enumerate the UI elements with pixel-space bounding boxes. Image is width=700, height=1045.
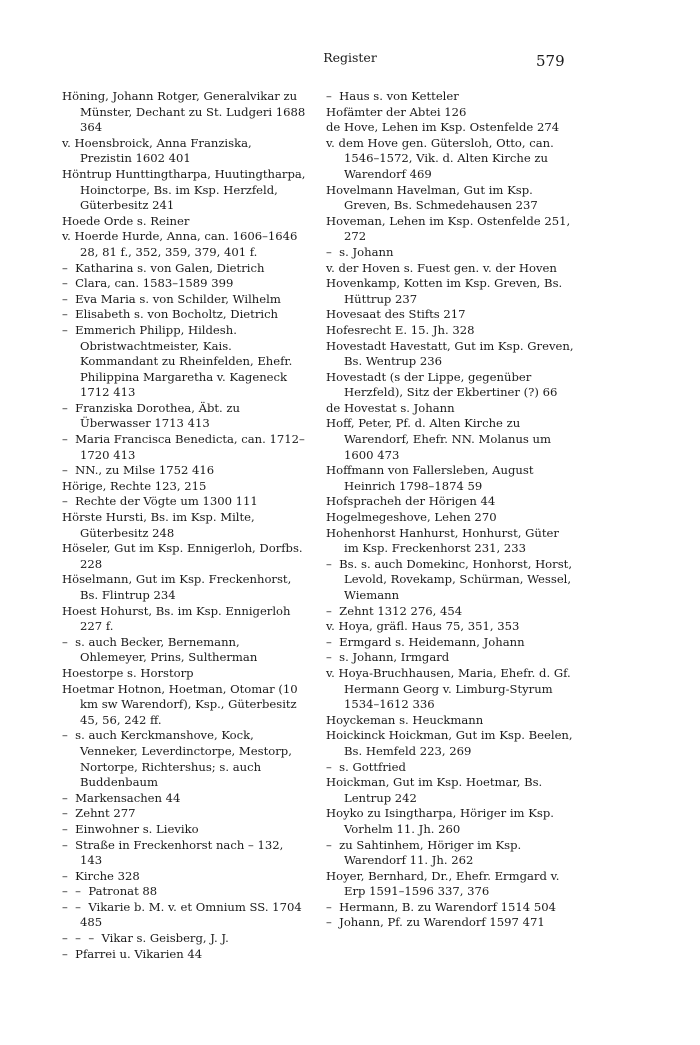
index-entry: Höntrup Hunttingtharpa, Huutingtharpa, Hoinctorpe, Bs. im Ksp. Herzfeld, Güterbesitz 241 xyxy=(62,166,310,213)
left-column xyxy=(62,89,310,962)
index-entry: Hovenkamp, Kotten im Ksp. Greven, Bs. Hüttrup 237 xyxy=(326,276,566,306)
index-entry: de Hove, Lehen im Ksp. Ostenfelde 274 xyxy=(326,120,560,135)
index-entry: – Emmerich Philipp, Hildesh. Obristwachtmeister, Kais. Kommandant zu Rheinfelden, Ehefr. Philippina Margaretha v. Kageneck 1712 413 xyxy=(62,322,297,400)
index-entry: v. Hoya-Bruchhausen, Maria, Ehefr. d. Gf. Hermann Georg v. Limburg-Styrum 1534–1612 336 xyxy=(326,665,575,712)
index-entry: Hoyko zu Isingtharpa, Höriger im Ksp. Vorhelm 11. Jh. 260 xyxy=(326,806,558,836)
page-number: 579 xyxy=(536,52,565,70)
index-entry: – Maria Francisca Benedicta, can. 1712–1720 413 xyxy=(62,432,305,462)
running-header-title: Register xyxy=(323,50,377,65)
index-entry: Hogelmegeshove, Lehen 270 xyxy=(326,510,497,525)
index-entry: Hoffmann von Fallersleben, August Heinrich 1798–1874 59 xyxy=(326,463,538,493)
index-entry: – Straße in Freckenhorst nach – 132, 143 xyxy=(62,837,287,868)
index-entry: Hofämter der Abtei 126 xyxy=(326,104,467,119)
index-entry: – zu Sahtinhem, Höriger im Ksp. Warendorf 11. Jh. 262 xyxy=(326,837,525,868)
index-entry: Hohenhorst Hanhurst, Honhurst, Güter im Ksp. Freckenhorst 231, 233 xyxy=(326,525,563,556)
index-entry: – Rechte der Vögte um 1300 111 xyxy=(62,494,258,509)
index-entry: Hoyckeman s. Heuckmann xyxy=(326,712,484,727)
index-entry: – Franziska Dorothea, Äbt. zu Überwasser 1713 413 xyxy=(62,400,244,431)
index-entry: Hoetmar Hotnon, Hoetman, Otomar (10 km sw Warendorf), Ksp., Güterbesitz 45, 56, 242 ff. xyxy=(62,681,302,727)
index-entry: – s. Gottfried xyxy=(326,759,406,774)
index-entry: – Elisabeth s. von Bocholtz, Dietrich xyxy=(62,307,279,322)
index-entry: – s. auch Kerckmanshove, Kock, Venneker, Leverdinctorpe, Mestorp, Nortorpe, Richtershus; s. auch Buddenbaum xyxy=(62,728,296,790)
index-entry: – Ermgard s. Heidemann, Johann xyxy=(326,634,525,649)
index-entry: Hoff, Peter, Pf. d. Alten Kirche zu Warendorf, Ehefr. NN. Molanus um 1600 473 xyxy=(326,416,555,462)
index-entry: Hoveman, Lehen im Ksp. Ostenfelde 251, 272 xyxy=(326,213,574,244)
index-entry: – s. Johann, Irmgard xyxy=(326,650,450,665)
index-entry: – Zehnt 1312 276, 454 xyxy=(326,603,463,618)
index-entry: – Einwohner s. Lieviko xyxy=(62,821,199,836)
index-entry: Höning, Johann Rotger, Generalvikar zu Münster, Dechant zu St. Ludgeri 1688 364 xyxy=(62,89,309,135)
index-entry: – Markensachen 44 xyxy=(62,790,181,805)
index-entry: – – Vikarie b. M. v. et Omnium SS. 1704 485 xyxy=(62,899,306,930)
index-entry: Hofspracheh der Hörigen 44 xyxy=(326,494,496,509)
index-entry: – Haus s. von Ketteler xyxy=(326,89,459,103)
index-entry: – s. auch Becker, Bernemann, Ohlemeyer, Prins, Sultherman xyxy=(62,634,258,665)
index-entry: de Hovestat s. Johann xyxy=(326,400,455,415)
index-entry: Hörste Hursti, Bs. im Ksp. Milte, Güterbesitz 248 xyxy=(62,510,259,540)
index-entry: Höseler, Gut im Ksp. Ennigerloh, Dorfbs. 228 xyxy=(62,541,307,571)
index-entry: – NN., zu Milse 1752 416 xyxy=(62,463,215,478)
index-entry: Hoede Orde s. Reiner xyxy=(62,213,190,228)
index-entry: v. der Hoven s. Fuest gen. v. der Hoven xyxy=(326,260,557,275)
index-entry: v. Hoerde Hurde, Anna, can. 1606–1646 28, 81 f., 352, 359, 379, 401 f. xyxy=(62,229,302,259)
index-entry: – – – Vikar s. Geisberg, J. J. xyxy=(62,931,229,946)
index-entry: – Katharina s. von Galen, Dietrich xyxy=(62,260,265,275)
index-entry: – Zehnt 277 xyxy=(62,806,136,821)
index-entry: Hoickinck Hoickman, Gut im Ksp. Beelen, Bs. Hemfeld 223, 269 xyxy=(326,728,577,758)
index-entry: Hoickman, Gut im Ksp. Hoetmar, Bs. Lentrup 242 xyxy=(326,775,546,805)
index-entry: Hovesaat des Stifts 217 xyxy=(326,307,466,322)
index-entry: – s. Johann xyxy=(326,244,394,259)
index-entry: Hovestadt (s der Lippe, gegenüber Herzfeld), Sitz der Ekbertiner (?) 66 xyxy=(326,369,558,400)
index-entry: – Pfarrei u. Vikarien 44 xyxy=(62,946,203,961)
index-entry: Hörige, Rechte 123, 215 xyxy=(62,478,207,493)
index-entry: v. Hoya, gräfl. Haus 75, 351, 353 xyxy=(326,619,520,634)
index-entry: Hoyer, Bernhard, Dr., Ehefr. Ermgard v. Erp 1591–1596 337, 376 xyxy=(326,868,564,899)
index-entry: Hofesrecht E. 15. Jh. 328 xyxy=(326,322,475,337)
index-entry: Hovelmann Havelman, Gut im Ksp. Greven, Bs. Schmedehausen 237 xyxy=(326,182,538,213)
index-entry: – Kirche 328 xyxy=(62,868,140,883)
index-entry: Hoest Hohurst, Bs. im Ksp. Ennigerloh 227 f. xyxy=(62,603,295,634)
index-entry: v. dem Hove gen. Gütersloh, Otto, can. 1546–1572, Vik. d. Alten Kirche zu Warendorf 469 xyxy=(326,135,558,181)
index-entry: Hoestorpe s. Horstorp xyxy=(62,665,194,680)
index-entry: Höselmann, Gut im Ksp. Freckenhorst, Bs. Flintrup 234 xyxy=(62,572,295,602)
index-entry: – Johann, Pf. zu Warendorf 1597 471 xyxy=(326,915,545,930)
index-entry: – Bs. s. auch Domekinc, Honhorst, Horst, Levold, Rovekamp, Schürman, Wessel, Wiemann xyxy=(326,556,576,602)
index-entry: – – Patronat 88 xyxy=(62,884,158,899)
index-entry: Hovestadt Havestatt, Gut im Ksp. Greven, Bs. Wentrup 236 xyxy=(326,338,578,369)
right-column xyxy=(326,89,578,931)
index-entry: – Clara, can. 1583–1589 399 xyxy=(62,276,234,291)
index-entry: – Eva Maria s. von Schilder, Wilhelm xyxy=(62,291,281,306)
index-entry: – Hermann, B. zu Warendorf 1514 504 xyxy=(326,899,556,914)
index-entry: v. Hoensbroick, Anna Franziska, Prezistin 1602 401 xyxy=(62,135,256,166)
